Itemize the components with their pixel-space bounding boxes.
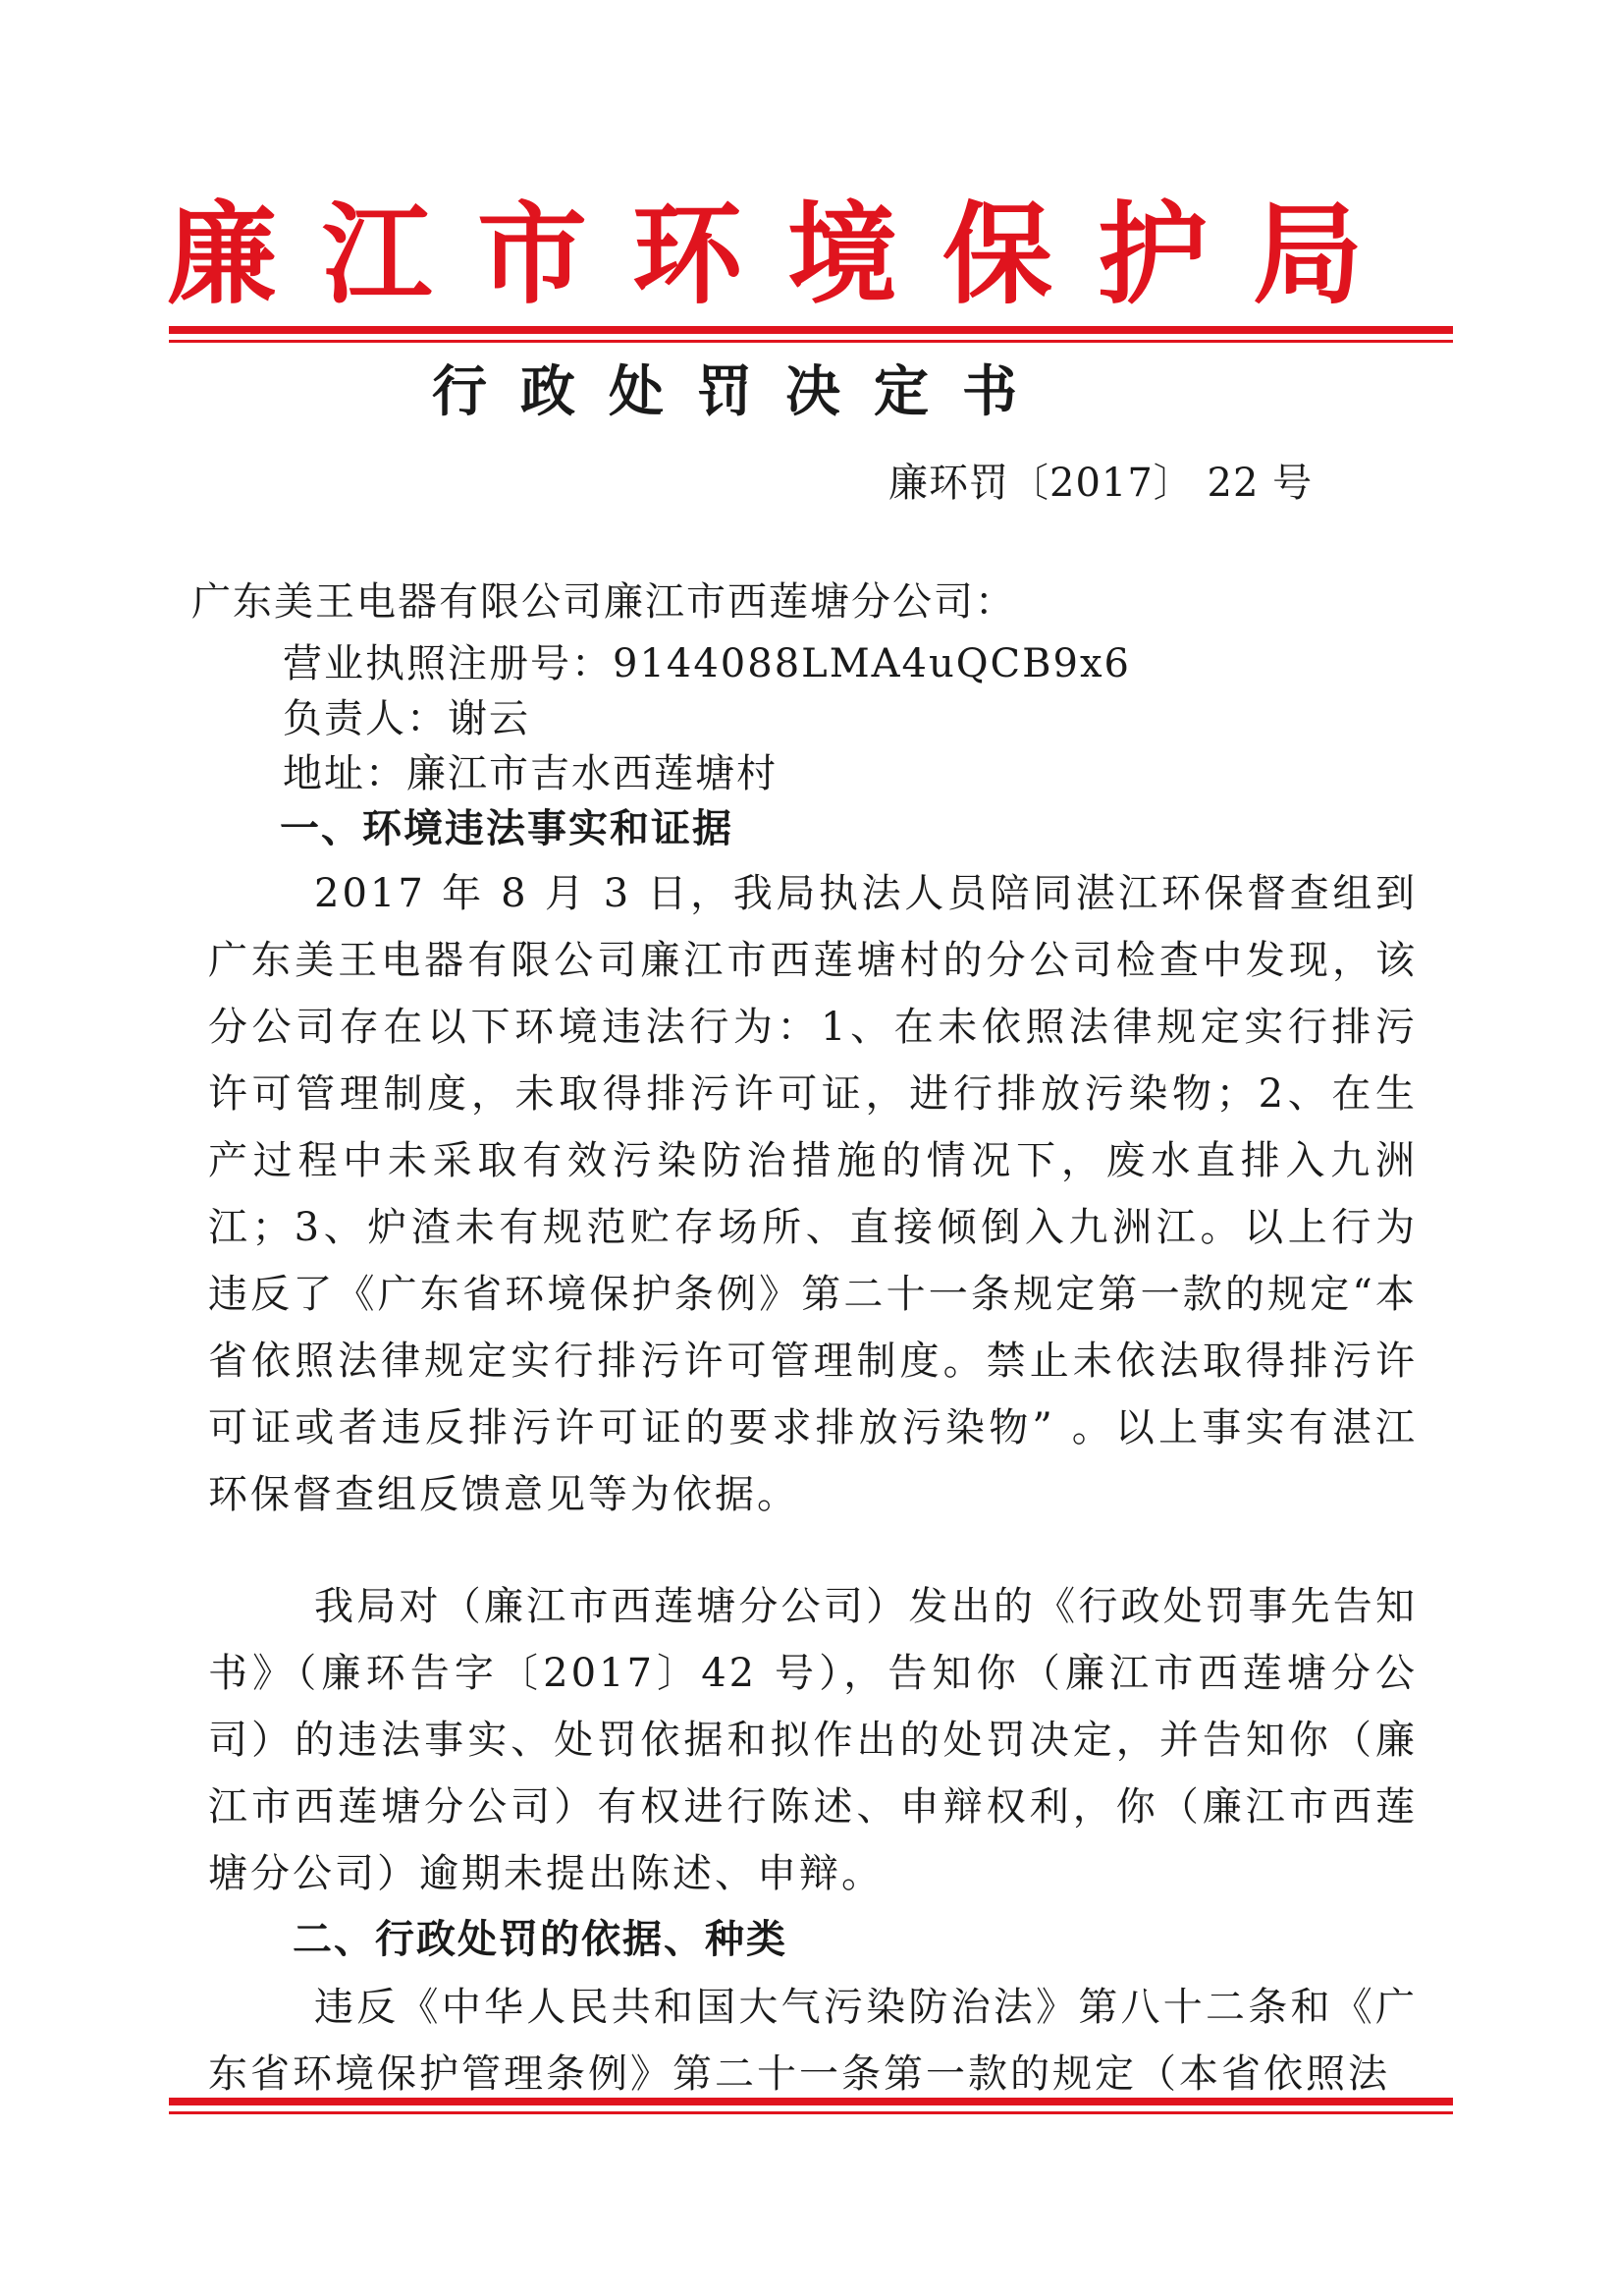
footer-rule-thick <box>169 2098 1453 2105</box>
recipient-name: 广东美王电器有限公司廉江市西莲塘分公司： <box>191 579 1016 625</box>
header-rule-thick <box>169 326 1453 334</box>
basis-paragraph: 违反《中华人民共和国大气污染防治法》第八十二条和《广东省环境保护管理条例》第二十一条第一款的规定（本省依照法 <box>208 1985 1418 2097</box>
document-title: 行政处罚决定书 <box>432 360 1050 424</box>
responsible-person: 负责人：谢云 <box>283 696 530 741</box>
address: 地址：廉江市吉水西莲塘村 <box>283 751 778 796</box>
section-heading-facts: 一、环境违法事实和证据 <box>280 806 733 851</box>
notice-paragraph: 我局对（廉江市西莲塘分公司）发出的《行政处罚事先告知书》（廉环告字〔2017〕42 号），告知你（廉江市西莲塘分公司）的违法事实、处罚依据和拟作出的处罚决定，并告知你（廉江市西莲塘分公司）有权进行陈述、申辩权利，你（廉江市西莲塘分公司）逾期未提出陈述、申辩。 <box>208 1584 1418 1896</box>
footer-rule-thin <box>169 2111 1453 2114</box>
agency-header: 廉江市环境保护局 <box>167 191 1408 319</box>
header-rule-thin <box>169 340 1453 343</box>
license-number: 营业执照注册号：9144088LMA4uQCB9x6 <box>283 641 1132 686</box>
facts-paragraph: 2017 年 8 月 3 日，我局执法人员陪同湛江环保督查组到广东美王电器有限公司廉江市西莲塘村的分公司检查中发现，该分公司存在以下环境违法行为：1、在未依照法律规定实行排污许可管理制度，未取得排污许可证，进行排放污染物；2、在生产过程中未采取有效污染防治措施的情况下，废水直排入九洲江；3、炉渣未有规范贮存场所、直接倾倒入九洲江。以上行为违反了《广东省环境保护条例》第二十一条规定第一款的规定“本省依照法律规定实行排污许可管理制度。禁止未依法取得排污许可证或者违反排污许可证的要求排放污染物” 。以上事实有湛江环保督查组反馈意见等为依据。 <box>208 871 1418 1517</box>
document-number: 廉环罚〔2017〕 22 号 <box>888 461 1314 506</box>
section-heading-basis: 二、行政处罚的依据、种类 <box>293 1917 787 1962</box>
